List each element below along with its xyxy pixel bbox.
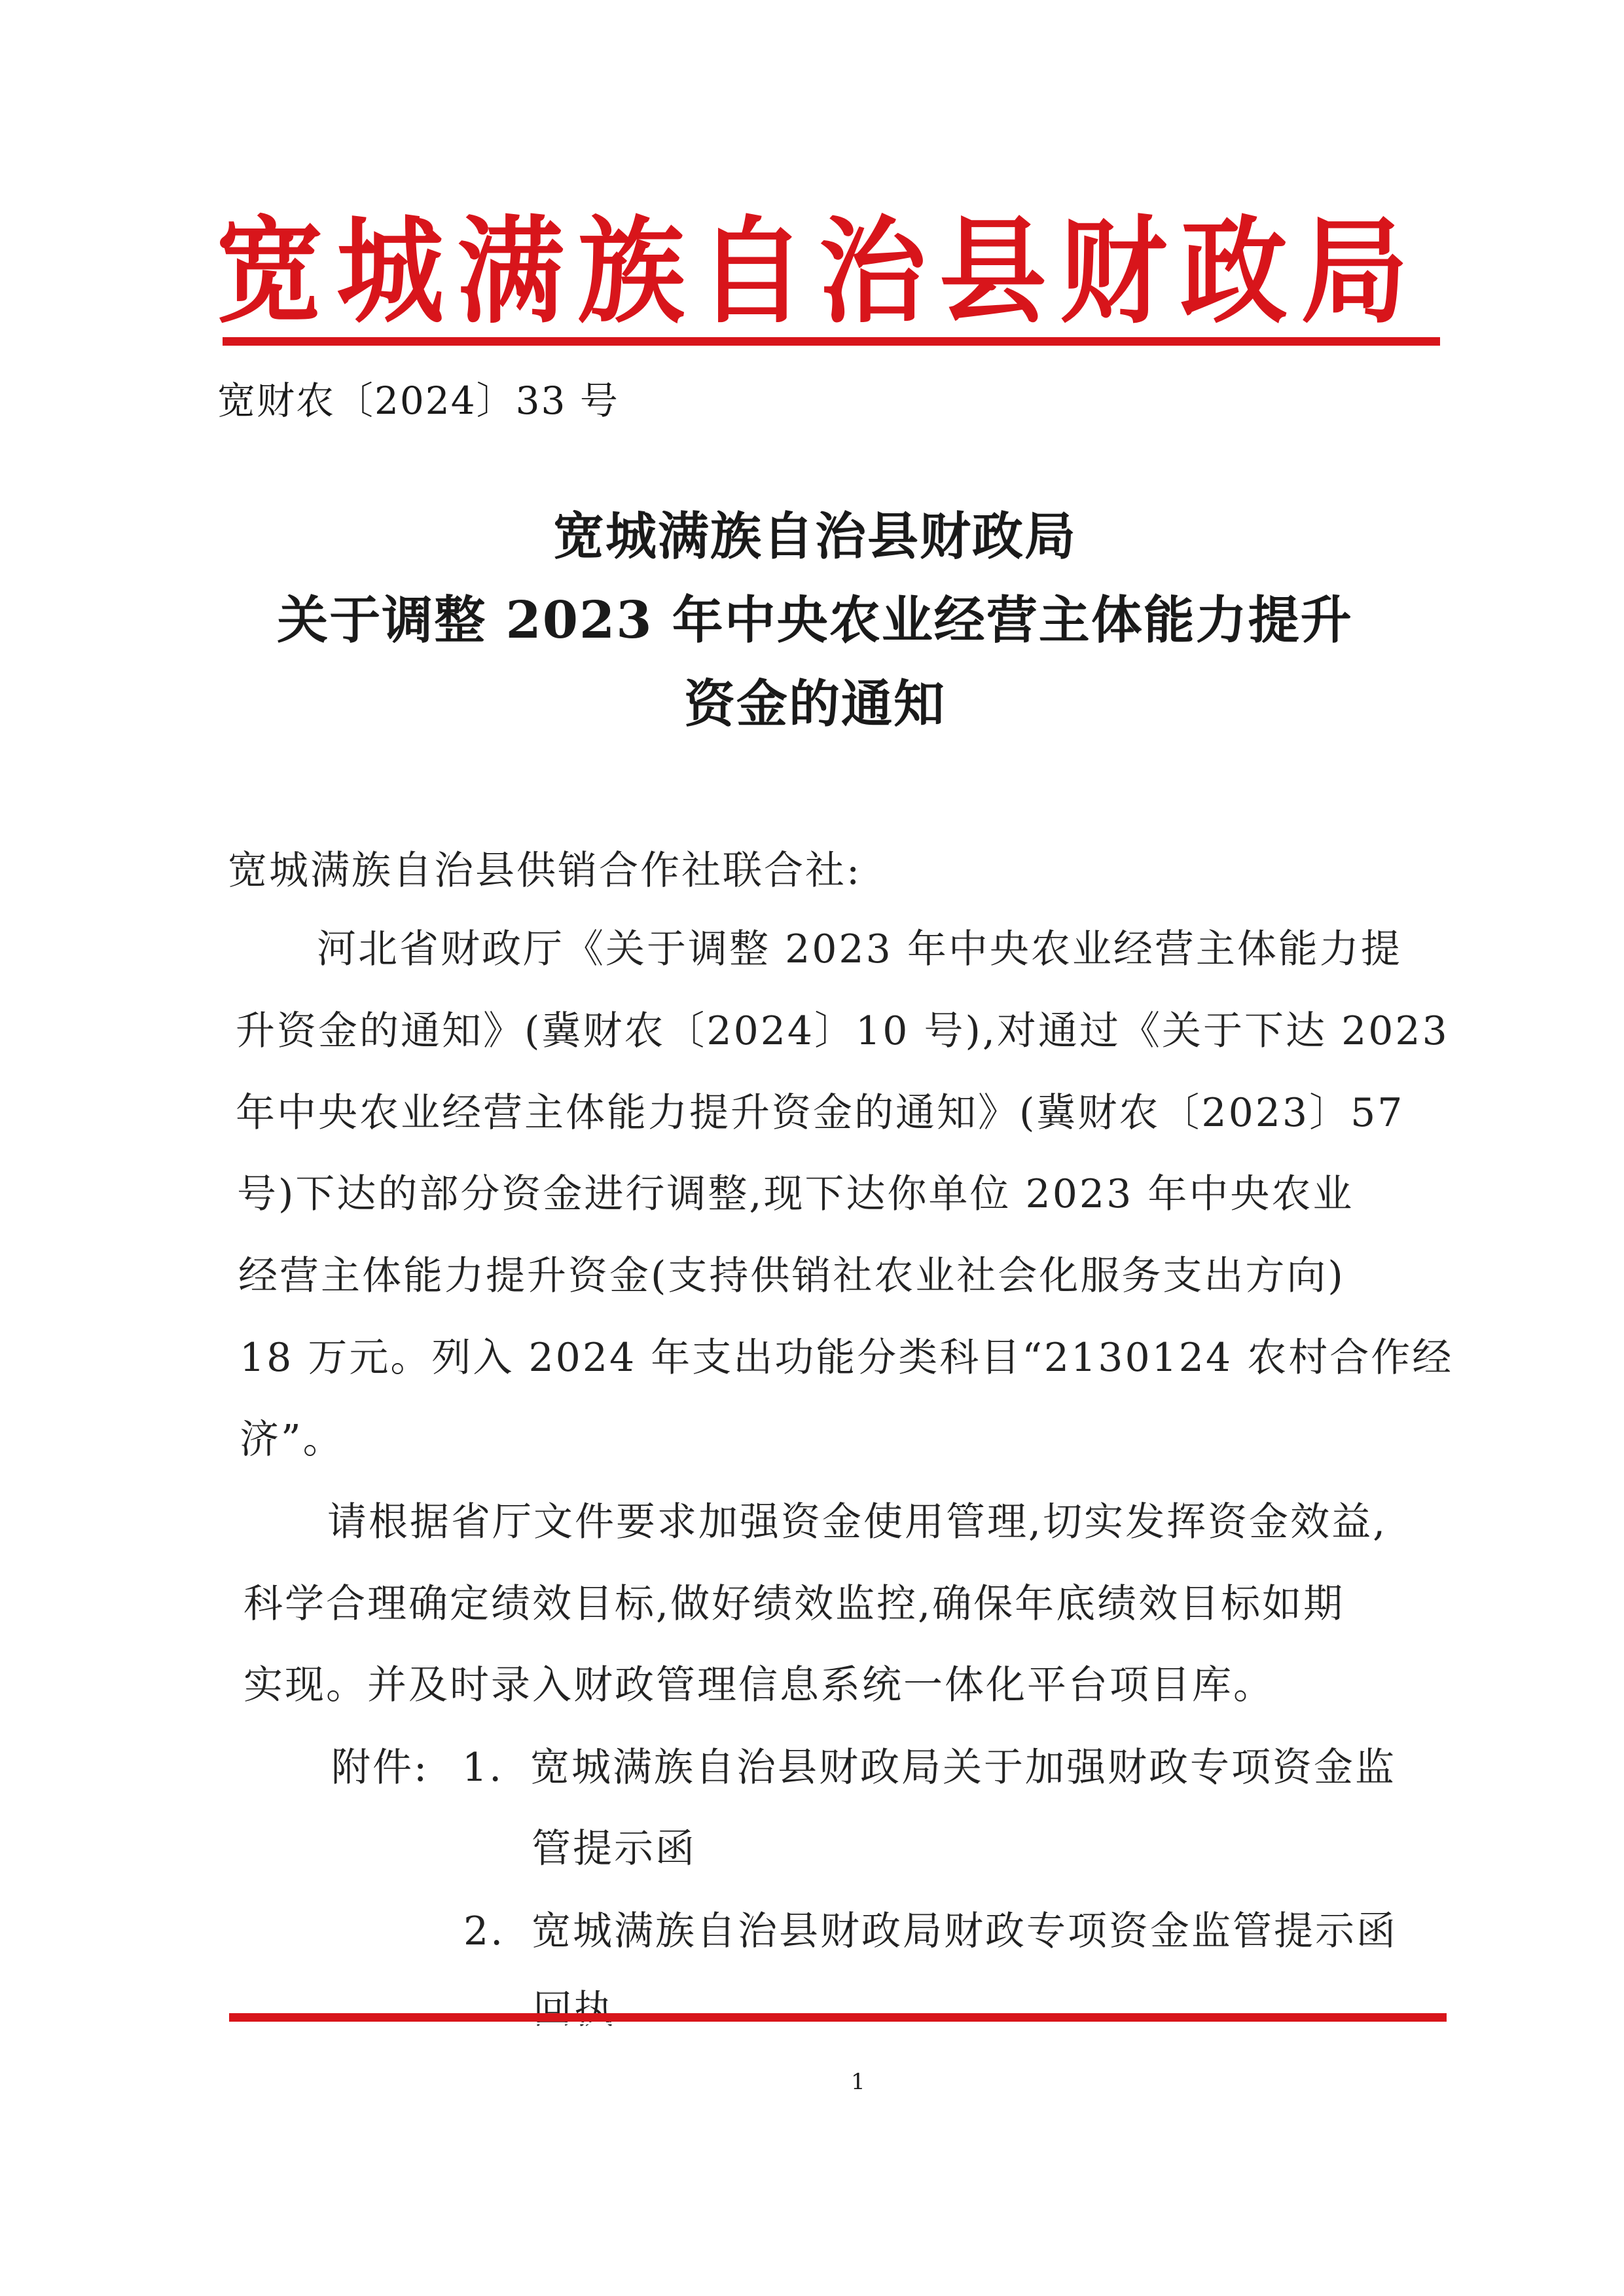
para2-line: 实现。并及时录入财政管理信息系统一体化平台项目库。 [244,1662,1274,1708]
title-line-1: 宽城满族自治县财政局 [552,507,1077,566]
attachments-label: 附件: [331,1745,429,1791]
para2-line: 科学合理确定绩效目标,做好绩效监控,确保年底绩效目标如期 [244,1581,1345,1627]
para1-line: 升资金的通知》(冀财农〔2024〕10 号),对通过《关于下达 2023 [236,1008,1449,1054]
para1-line: 经营主体能力提升资金(支持供销社农业社会化服务支出方向) [238,1253,1345,1299]
attachment-number: 2. [463,1908,505,1954]
attachment-title-line: 管提示函 [532,1826,696,1872]
attachment-title-line: 宽城满族自治县财政局关于加强财政专项资金监 [530,1745,1396,1791]
title-line-3: 资金的通知 [683,674,946,734]
para2-line: 请根据省厅文件要求加强资金使用管理,切实发挥资金效益, [327,1499,1388,1545]
header-red-rule [223,337,1440,346]
para1-line: 18 万元。列入 2024 年支出功能分类科目“2130124 农村合作经 [240,1335,1454,1381]
para1-line: 年中央农业经营主体能力提升资金的通知》(冀财农〔2023〕57 [236,1090,1405,1136]
title-line-2: 关于调整 2023 年中央农业经营主体能力提升 [277,591,1353,650]
document-number: 宽财农〔2024〕33 号 [217,378,619,423]
attachment-title-line: 回执 [533,1987,615,2033]
para1-line: 河北省财政厅《关于调整 2023 年中央农业经营主体能力提 [317,926,1402,972]
para1-line: 济”。 [240,1417,344,1463]
footer-red-rule [229,2013,1447,2022]
agency-letterhead: 宽城满族自治县财政局 [216,204,1422,339]
attachment-title-line: 宽城满族自治县财政局财政专项资金监管提示函 [532,1908,1398,1954]
page-number: 1 [851,2069,865,2095]
recipient: 宽城满族自治县供销合作社联合社: [228,848,862,894]
para1-line: 号)下达的部分资金进行调整,现下达你单位 2023 年中央农业 [237,1171,1354,1217]
attachment-number: 1. [462,1745,504,1791]
